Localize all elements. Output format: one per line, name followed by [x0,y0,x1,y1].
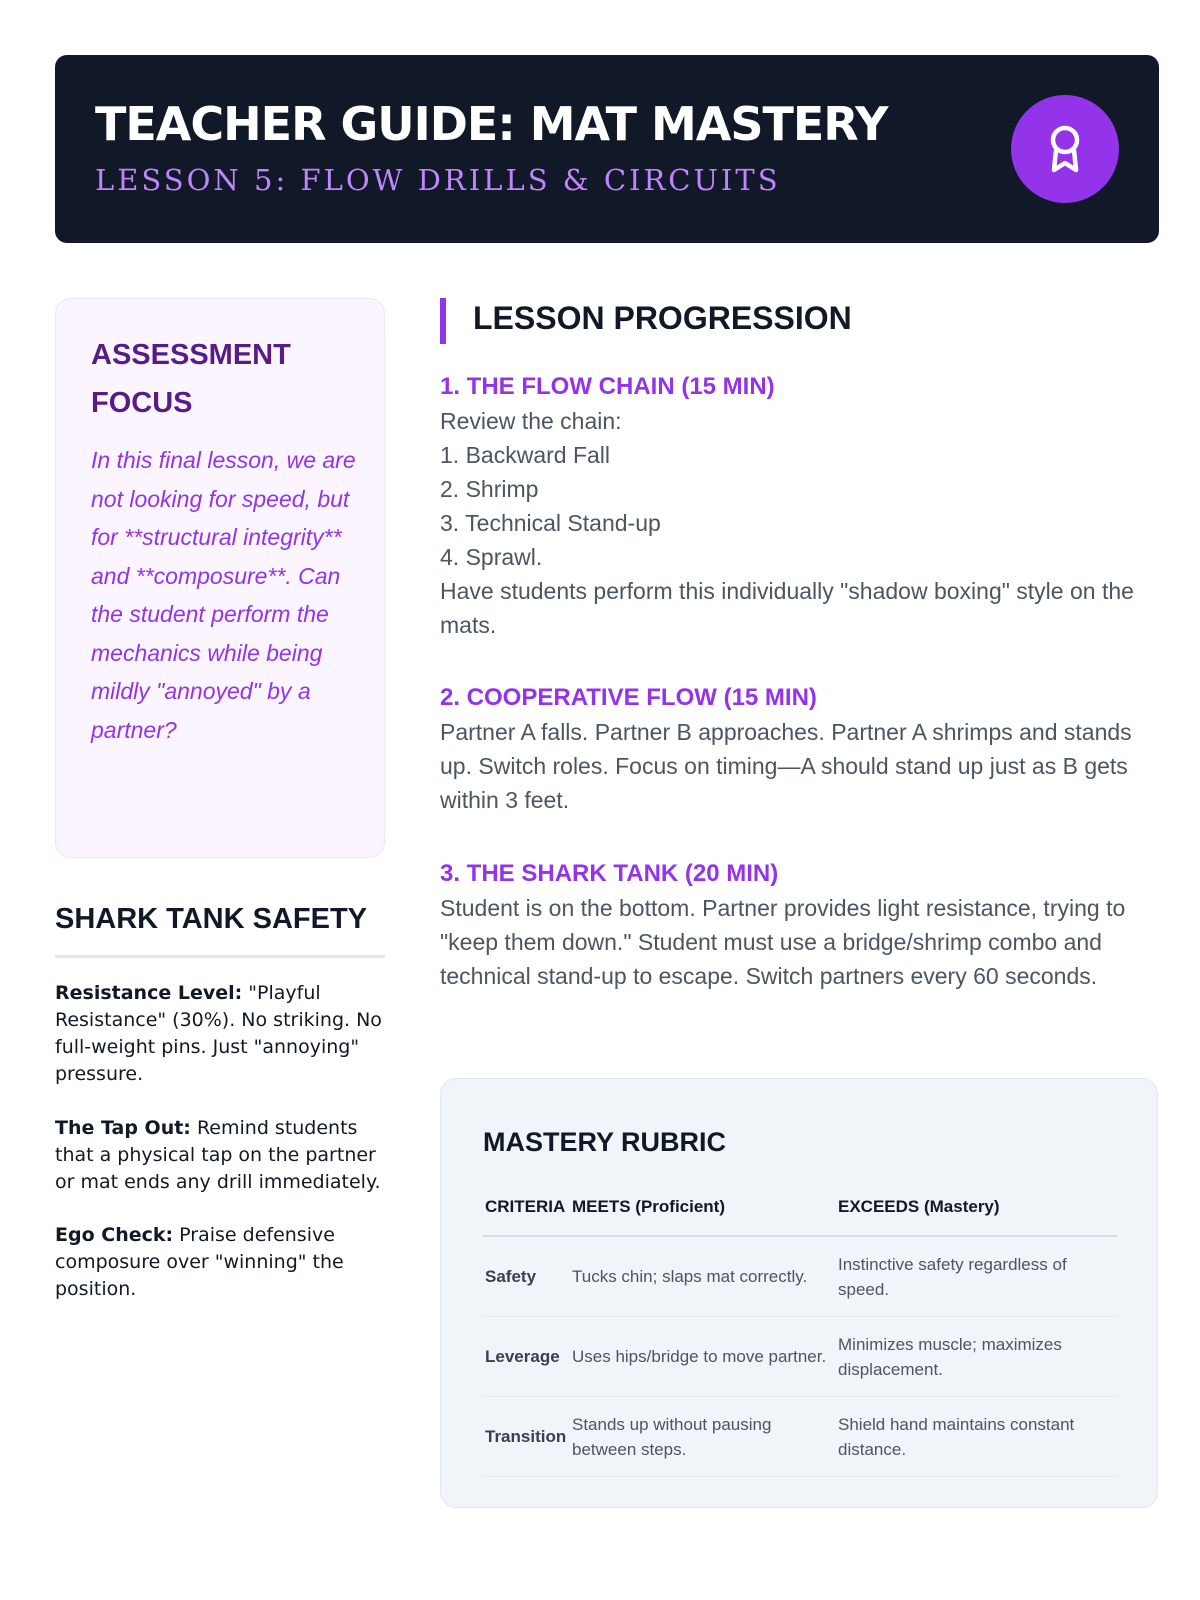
assessment-title: ASSESSMENT FOCUS [91,339,291,419]
rubric-exceeds-cell: Instinctive safety regardless of speed. [836,1236,1117,1317]
step-line: 3. Technical Stand-up [440,510,661,536]
header-banner [55,55,1159,243]
safety-item-tap-out [55,1115,395,1196]
rubric-meets-cell: Stands up without pausing between steps. [570,1397,836,1477]
safety-title: SHARK TANK SAFETY [55,903,368,935]
lesson-subtitle: LESSON 5: FLOW DRILLS & CIRCUITS [95,163,781,197]
rubric-criteria-cell: Transition [483,1397,570,1477]
rubric-criteria-cell: Leverage [483,1317,570,1397]
rubric-header-row [483,1179,1117,1236]
safety-item-resistance [55,980,395,1088]
safety-item-label: The Tap Out: [55,1117,191,1139]
step-line: Have students perform this individually "shadow boxing" style on the mats. [440,578,1134,638]
progression-title: LESSON PROGRESSION [473,300,852,336]
rubric-meets-cell: Tucks chin; slaps mat correctly. [570,1236,836,1317]
safety-item-text: Praise defensive composure over "winning" the position. [55,1224,344,1300]
step-title-shark-tank: 3. THE SHARK TANK (20 MIN) [440,860,779,887]
step-line: Review the chain: [440,408,622,434]
safety-item-text: Remind students that a physical tap on the partner or mat ends any drill immediately. [55,1117,381,1193]
step-body-cooperative-flow: Partner A falls. Partner B approaches. Partner A shrimps and stands up. Switch roles. Focus on timing—A should stand up just as B gets within 3 feet. [440,719,1132,813]
step-line: 4. Sprawl. [440,544,543,570]
safety-item-text: "Playful Resistance" (30%). No striking. No full-weight pins. Just "annoying" pressure. [55,982,382,1085]
table-row [483,1236,1117,1317]
step-body-shark-tank: Student is on the bottom. Partner provides light resistance, trying to "keep them down." Student must use a bridge/shrimp combo and technical stand-up to escape. Switch partners every 60 seconds. [440,895,1126,989]
rubric-meets-cell: Uses hips/bridge to move partner. [570,1317,836,1397]
step-body-flow-chain [440,404,1160,642]
assessment-text: In this final lesson, we are not looking for speed, but for **structural integrity** and **composure**. Can the student perform the mechanics while being mildly "annoyed" by a partner? [91,447,356,743]
table-row [483,1317,1117,1397]
rubric-exceeds-cell: Minimizes muscle; maximizes displacement. [836,1317,1117,1397]
step-title-cooperative-flow: 2. COOPERATIVE FLOW (15 MIN) [440,684,817,711]
rubric-header-meets: MEETS (Proficient) [570,1179,836,1236]
step-line: 1. Backward Fall [440,442,611,468]
section-accent-bar [440,298,446,344]
step-title-flow-chain: 1. THE FLOW CHAIN (15 MIN) [440,373,775,400]
safety-item-ego-check [55,1222,395,1303]
rubric-title: MASTERY RUBRIC [483,1127,727,1157]
step-line: 2. Shrimp [440,476,539,502]
rubric-header-exceeds: EXCEEDS (Mastery) [836,1179,1117,1236]
rubric-table [483,1179,1117,1477]
mastery-rubric-card [440,1078,1158,1508]
rubric-header-criteria: CRITERIA [483,1179,570,1236]
safety-item-label: Resistance Level: [55,982,243,1004]
table-row [483,1397,1117,1477]
award-ribbon-icon [1045,123,1085,175]
page-title: TEACHER GUIDE: MAT MASTERY [95,97,888,151]
safety-item-label: Ego Check: [55,1224,174,1246]
award-badge [1011,95,1119,203]
safety-divider [55,955,385,958]
assessment-focus-card [55,298,385,858]
rubric-exceeds-cell: Shield hand maintains constant distance. [836,1397,1117,1477]
rubric-criteria-cell: Safety [483,1236,570,1317]
